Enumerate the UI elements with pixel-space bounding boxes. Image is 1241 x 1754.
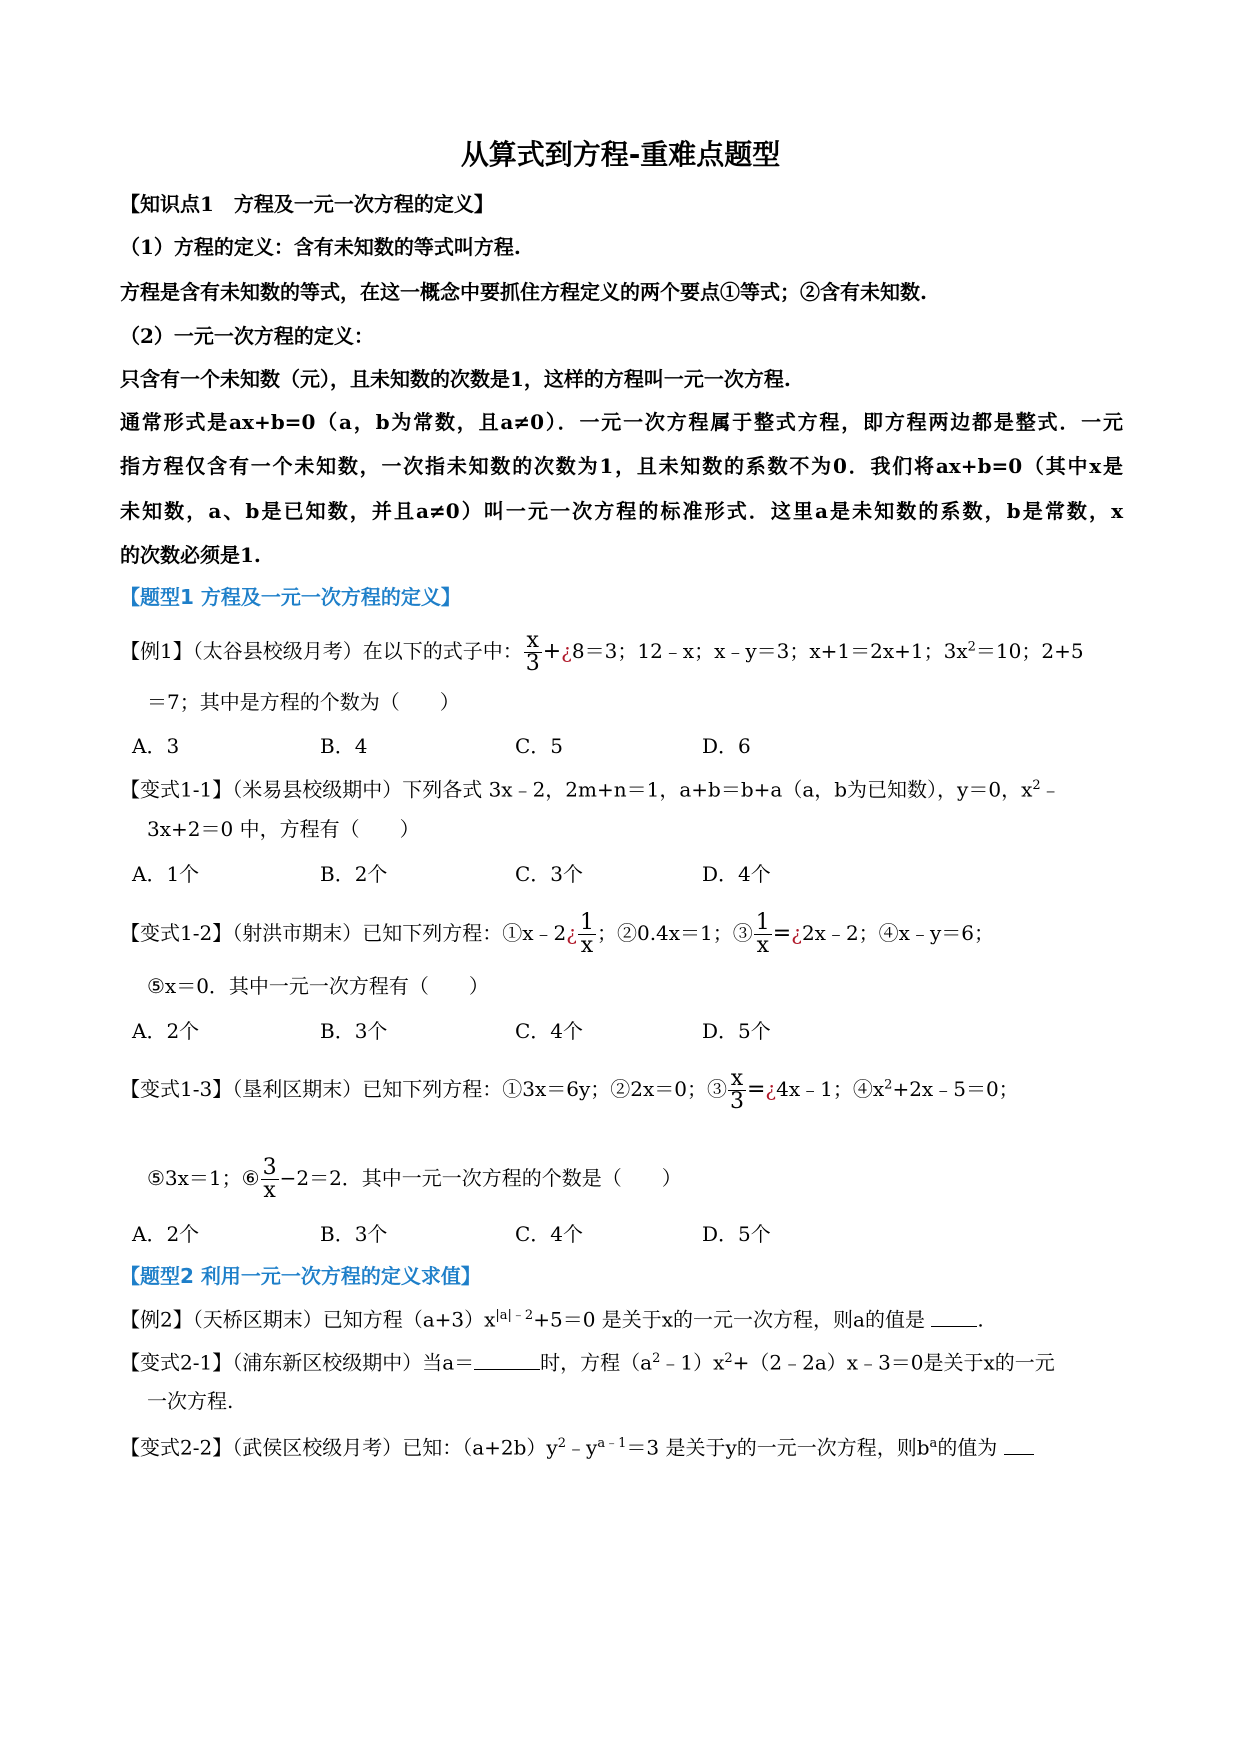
garbled-glyph: ¿ (765, 1077, 777, 1101)
option-b: B．3个 (320, 1019, 388, 1043)
garbled-glyph: ¿ (566, 921, 577, 945)
fraction: $\frac{x}{3}$ (729, 1066, 744, 1114)
variant-source: （垦利区期末） (232, 1077, 363, 1101)
example-source: （天桥区期末） (192, 1307, 323, 1332)
variant-2-1-line-2: 一次方程. (147, 1389, 234, 1413)
option-c: C．4个 (515, 1222, 584, 1246)
variant-label: 【变式1-1】 (120, 777, 233, 802)
definition-1: （1）方程的定义：含有未知数的等式叫方程. (120, 235, 521, 259)
definition-2: （2）一元一次方程的定义： (120, 324, 374, 348)
variant-1-3-line-2: ⑤3x＝1；⑥ $\frac{3}{x}$ −2＝2．其中一元一次方程的个数是（ ） (147, 1155, 682, 1203)
option-c: C．4个 (515, 1019, 584, 1043)
fraction: $\frac{1}{x}$ (579, 910, 594, 958)
answer-blank[interactable] (474, 1351, 540, 1370)
definition-2-line-1: 只含有一个未知数（元），且未知数的次数是1，这样的方程叫一元一次方程. (120, 367, 791, 391)
option-d: D．4个 (702, 862, 771, 886)
option-a: A．2个 (132, 1222, 200, 1246)
variant-1-2-line-2: ⑤x＝0．其中一元一次方程有（ ） (147, 974, 489, 998)
fraction: $\frac{1}{x}$ (755, 910, 770, 958)
example-label: 【例1】 (120, 639, 193, 663)
answer-blank[interactable] (1004, 1436, 1034, 1455)
variant-1-3: 【变式1-3】（垦利区期末）已知下列方程：①3x＝6y；②2x＝0；③ $\frac{x}{3}$ =¿4x﹣1；$④x^2+2x﹣5=0$； (120, 1066, 1019, 1114)
variant-2-2: 【变式2-2】（武侯区校级月考）已知：$(a+2b)y^2﹣y^{a﹣1}=3$ 是关于y的一元一次方程，则$b^a$的值为 (120, 1430, 1034, 1462)
definition-2-line-2: 通常形式是ax+b=0（a，b为常数，且a≠0）．一元一次方程属于整式方程，即方程两边都是整式．一元 (120, 410, 1123, 434)
variant-1-2: 【变式1-2】（射洪市期末）已知下列方程：①x﹣2¿ $\frac{1}{x}$ ；②0.4x＝1；③ $\frac{1}{x}$ =¿2x﹣2；④x﹣y＝6； (120, 910, 994, 958)
option-d: D．5个 (702, 1019, 771, 1043)
variant-label: 【变式1-3】 (120, 1077, 233, 1101)
option-b: B．3个 (320, 1222, 388, 1246)
example-1: 【例1】（太谷县校级月考）在以下的式子中： $\frac{x}{3}$ +¿8＝3；12﹣x；x﹣y＝3；x+1＝2x+1；$3x^2=10$；2+5 (120, 628, 1084, 676)
page-title: 从算式到方程-重难点题型 (460, 138, 781, 171)
definition-2-line-3: 指方程仅含有一个未知数，一次指未知数的次数为1，且未知数的系数不为0．我们将ax+b=0（其中x是 (120, 454, 1123, 478)
garbled-glyph: ¿ (561, 639, 572, 663)
definition-2-line-4: 未知数，a、b是已知数，并且a≠0）叫一元一次方程的标准形式．这里a是未知数的系数，b是常数，x (120, 499, 1123, 523)
option-b: B．2个 (320, 862, 388, 886)
example-source: （太谷县校级月考） (192, 639, 363, 663)
option-a: A．1个 (132, 862, 200, 886)
variant-source: （射洪市期末） (232, 921, 363, 945)
variant-label: 【变式2-1】 (120, 1350, 233, 1375)
type-2-heading: 【题型2 利用一元一次方程的定义求值】 (120, 1264, 481, 1288)
fraction: $\frac{3}{x}$ (262, 1155, 277, 1203)
option-a: A．2个 (132, 1019, 200, 1043)
fraction: $\frac{x}{3}$ (525, 628, 540, 676)
example-1-line-2: ＝7；其中是方程的个数为（ ） (147, 690, 460, 714)
option-b: B．4 (320, 734, 368, 758)
option-c: C．3个 (515, 862, 584, 886)
variant-source: （武侯区校级月考） (232, 1435, 403, 1460)
option-a: A．3 (132, 734, 180, 758)
definition-1-note: 方程是含有未知数的等式，在这一概念中要抓住方程定义的两个要点①等式；②含有未知数. (120, 280, 927, 304)
option-d: D．6 (702, 734, 751, 758)
example-label: 【例2】 (120, 1307, 193, 1332)
definition-2-line-5: 的次数必须是1. (120, 543, 261, 567)
option-c: C．5 (515, 734, 564, 758)
knowledge-heading: 【知识点1 方程及一元一次方程的定义】 (120, 192, 494, 216)
variant-1-1-line-2: 3x+2＝0 中，方程有（ ） (147, 817, 420, 841)
answer-blank[interactable] (931, 1308, 977, 1327)
example-text: 在以下的式子中： (362, 639, 523, 663)
garbled-glyph: ¿ (791, 921, 802, 945)
variant-source: （米易县校级期中） (232, 777, 403, 802)
variant-source: （浦东新区校级期中） (232, 1350, 423, 1375)
variant-2-1: 【变式2-1】（浦东新区校级期中）当a＝ 时，方程$(a^2﹣1)x^2+(2﹣2a)x﹣3=0$是关于x的一元 (120, 1350, 1055, 1375)
variant-label: 【变式1-2】 (120, 921, 233, 945)
variant-label: 【变式2-2】 (120, 1435, 233, 1460)
type-1-heading: 【题型1 方程及一元一次方程的定义】 (120, 585, 461, 609)
option-d: D．5个 (702, 1222, 771, 1246)
example-2: 【例2】（天桥区期末）已知方程$(a+3)x^{|a|﹣2}+5=0$ 是关于x的一元一次方程，则a的值是 . (120, 1307, 984, 1332)
variant-1-1: 【变式1-1】（米易县校级期中）下列各式 3x﹣2，2m+n＝1，a+b＝b+a（a，b为已知数），y＝0，$x^2﹣$ (120, 777, 1061, 802)
